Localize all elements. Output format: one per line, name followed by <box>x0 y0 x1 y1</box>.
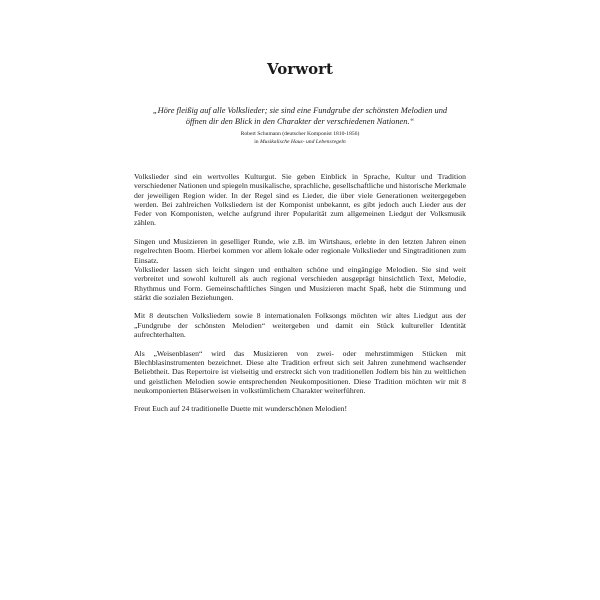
closing-line: Freut Euch auf 24 traditionelle Duette mit wunderschönen Melodien! <box>134 404 348 414</box>
paragraph: Als „Weisenblasen“ wird das Musizieren von zwei- oder mehrstimmigen Stücken mit Blechblasinstrumenten bezeichnet. Diese alte Tradition erfreut sich seit Jahren zunehmend wachsender Beliebtheit. Das Repertoire ist vielseitig und erstreckt sich von traditionellen Jodlern bis hin zu weltlichen und geistlichen Melodien sowie entsprechenden Neukompositionen. Diese Tradition möchten wir mit 8 neukomponierten Bläserweisen in volkstümlichem Charakter weiterführen. <box>134 348 466 395</box>
paragraph: Volkslieder lassen sich leicht singen und enthalten schöne und eingängige Melodien. Sie sind weit verbreitet und sowohl kulturell als auch regional verschieden ausgeprägt hinsichtlich Text, Melodie, Rhythmus und Form. Gemeinschaftliches Singen und Musizieren macht Spaß, hebt die Stimmung und stärkt die sozialen Beziehungen. <box>134 264 466 302</box>
epigraph-quote: „Höre fleißig auf alle Volkslieder; sie sind eine Fundgrube der schönsten Melodien und öffnen dir den Blick in den Charakter der verschiedenen Nationen.“ <box>152 106 448 126</box>
body-text <box>134 172 466 423</box>
attribution-author: Robert Schumann (deutscher Komponist 1810-1856) <box>240 131 360 137</box>
attribution-source <box>150 139 450 147</box>
paragraph: Singen und Musizieren in geselliger Runde, wie z.B. im Wirtshaus, erlebte in den letzten Jahren einen regelrechten Boom. Hierbei kommen vor allem lokale oder regionale Volkslieder und Singtraditionen zum Einsatz. <box>134 237 466 265</box>
paragraph: Mit 8 deutschen Volksliedern sowie 8 internationalen Folksongs möchten wir altes Liedgut aus der „Fundgrube der schönsten Melodien“ weitergeben und damit ein Stück kultureller Identität aufrechterhalten. <box>134 311 466 340</box>
paragraph: Volkslieder sind ein wertvolles Kulturgut. Sie geben Einblick in Sprache, Kultur und Tradition verschiedener Nationen und spiegeln musikalische, sprachliche, gesellschaftliche und historische Merkmale der jeweiligen Region wider. In der Regel sind es Lieder, die über viele Generationen weitergegeben werden. Bei zahlreichen Volksliedern ist der Komponist unbekannt, es gibt jedoch auch Lieder aus der Feder von Komponisten, welche aufgrund ihrer Popularität zum allgemeinen Liedgut der Volksmusik zählen. <box>134 172 466 228</box>
page-title: Vorwort <box>267 60 333 78</box>
epigraph-attribution <box>150 131 450 146</box>
attribution-source-prefix: in <box>254 138 259 145</box>
attribution-source-title: Musikalische Haus- und Lebensregeln <box>260 138 346 145</box>
